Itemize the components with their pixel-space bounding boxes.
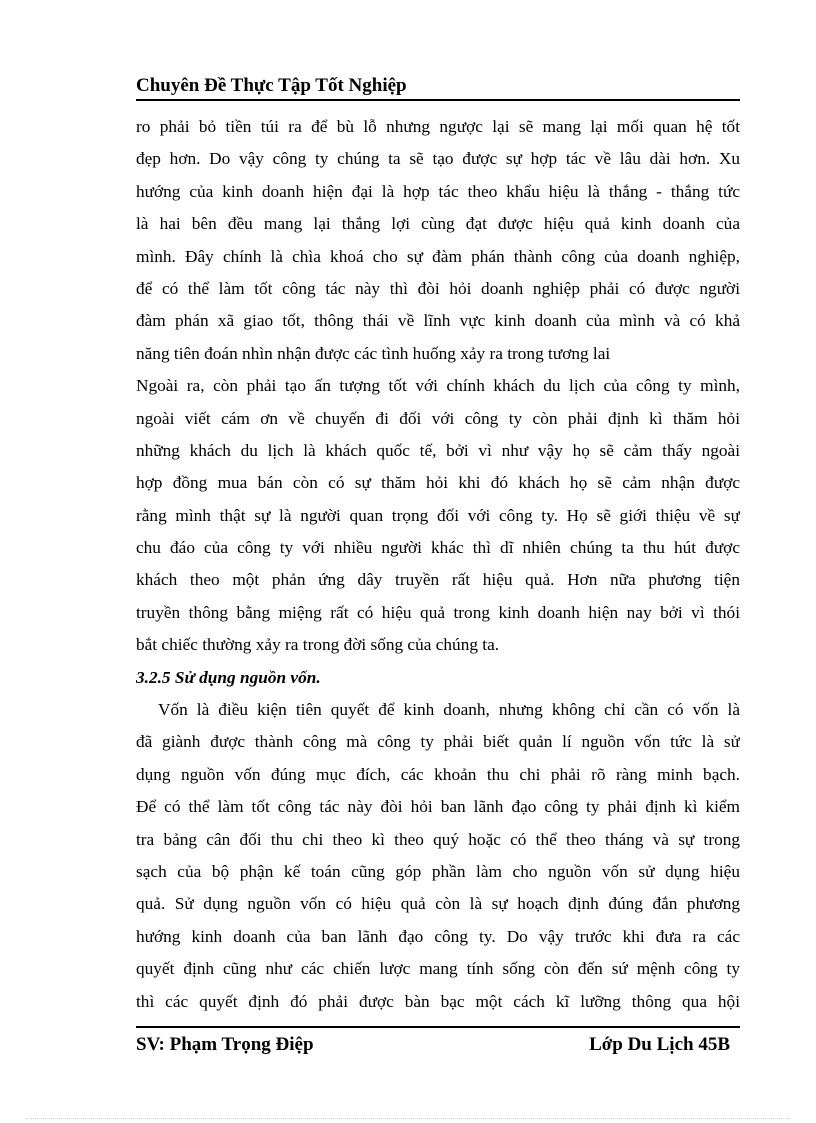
text-line: chu đáo của công ty với nhiều người khác thì dĩ nhiên chúng ta thu hút được	[136, 538, 740, 558]
text-line: hướng của kinh doanh hiện đại là hợp tác theo khẩu hiệu là thắng - thắng tức	[136, 181, 740, 201]
page-header	[136, 73, 740, 101]
footer-class-name: Lớp Du Lịch 45B	[589, 1034, 730, 1055]
text-line: mình. Đây chính là chìa khoá cho sự đàm phán thành công của doanh nghiệp,	[136, 246, 740, 266]
text-line: Để có thể làm tốt công tác này đòi hỏi ban lãnh đạo công ty phải định kì kiểm	[136, 797, 740, 817]
text-line: là hai bên đều mang lại thắng lợi cùng đạt được hiệu quả kinh doanh của	[136, 214, 740, 234]
text-line: sạch của bộ phận kế toán cũng góp phần làm cho nguồn vốn sử dụng hiệu	[136, 861, 740, 881]
text-line: đã giành được thành công mà công ty phải biết quản lí nguồn vốn tức là sử	[136, 732, 740, 752]
header-title: Chuyên Đề Thực Tập Tốt Nghiệp	[136, 75, 407, 96]
text-line: những khách du lịch là khách quốc tế, bởi vì như vậy họ sẽ cảm thấy ngoài	[136, 440, 740, 460]
text-line: đàm phán xã giao tốt, thông thái về lĩnh vực kinh doanh của mình và có khả	[136, 311, 740, 331]
body-text	[136, 111, 740, 1018]
text-line: quyết định cũng như các chiến lược mang tính sống còn đến sứ mệnh công ty	[136, 959, 740, 979]
text-line: thì các quyết định đó phải được bàn bạc một cách kĩ lưỡng thông qua hội	[136, 991, 740, 1011]
page-footer	[136, 1026, 740, 1062]
page-bottom-divider	[26, 1118, 790, 1119]
text-line: hợp đồng mua bán còn có sự thăm hỏi khi đó khách họ sẽ cảm nhận được	[136, 473, 740, 493]
text-line: bắt chiếc thường xảy ra trong đời sống của chúng ta.	[136, 635, 500, 655]
footer-student-name: SV: Phạm Trọng Điệp	[136, 1034, 314, 1055]
text-line: khách theo một phản ứng dây truyền rất hiệu quả. Hơn nữa phương tiện	[136, 570, 740, 590]
text-line: ro phải bỏ tiền túi ra để bù lỗ nhưng ngược lại sẽ mang lại mối quan hệ tốt	[136, 117, 740, 136]
section-heading: 3.2.5 Sử dụng nguồn vốn.	[136, 667, 321, 687]
text-line: Vốn là điều kiện tiên quyết để kinh doanh, nhưng không chỉ cần có vốn là	[158, 700, 740, 720]
text-line: hướng kinh doanh của ban lãnh đạo công ty. Do vậy trước khi đưa ra các	[136, 926, 740, 946]
text-line: quả. Sử dụng nguồn vốn có hiệu quả còn là sự hoạch định đúng đắn phương	[136, 894, 740, 914]
text-line: năng tiên đoán nhìn nhận được các tình huống xảy ra trong tương lai	[136, 343, 611, 363]
text-line: truyền thông bằng miệng rất có hiệu quả trong kinh doanh hiện nay bởi vì thói	[136, 602, 740, 622]
text-line: đẹp hơn. Do vậy công ty chúng ta sẽ tạo được sự hợp tác về lâu dài hơn. Xu	[136, 149, 740, 169]
text-line: tra bảng cân đối thu chi theo kì theo quý hoặc có thể theo tháng và sự trong	[136, 829, 740, 849]
text-line: ngoài viết cám ơn về chuyến đi đối với công ty còn phải định kì thăm hỏi	[136, 408, 740, 428]
text-line: để có thể làm tốt công tác này thì đòi hỏi doanh nghiệp phải có được người	[136, 278, 740, 298]
text-line: dụng nguồn vốn đúng mục đích, các khoản thu chi phải rõ ràng minh bạch.	[136, 764, 740, 784]
text-line: Ngoài ra, còn phải tạo ấn tượng tốt với chính khách du lịch của công ty mình,	[136, 376, 740, 396]
text-line: rằng mình thật sự là người quan trọng đối với công ty. Họ sẽ giới thiệu về sự	[136, 505, 740, 525]
